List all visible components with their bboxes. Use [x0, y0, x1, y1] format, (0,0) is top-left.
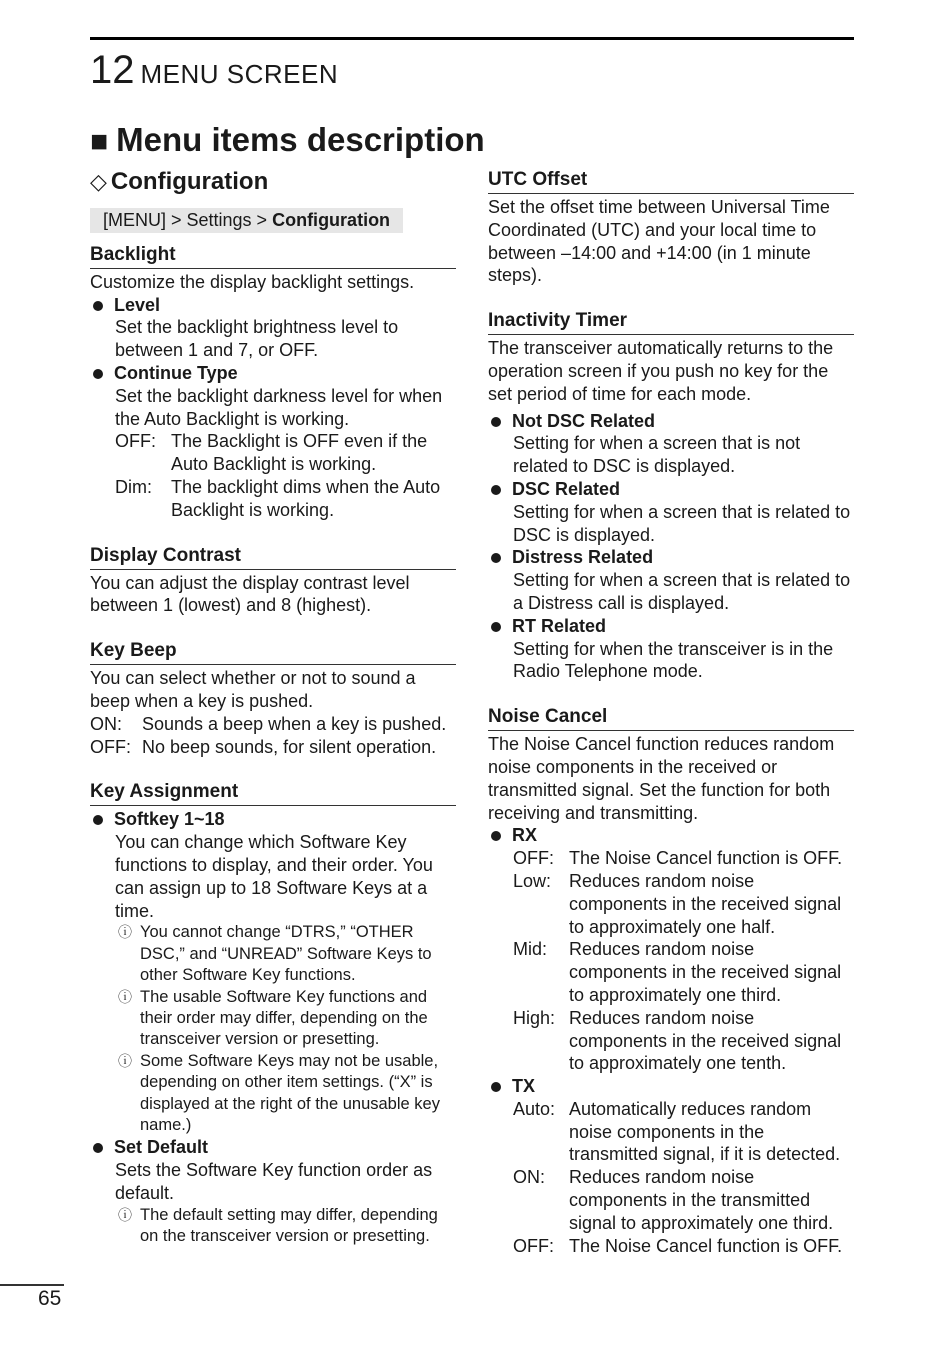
option-row	[513, 938, 854, 1006]
bullet-heading: Continue Type	[90, 362, 456, 385]
section-heading: Key Beep	[90, 639, 456, 665]
page-number: 65	[38, 1287, 62, 1310]
option-row	[513, 870, 854, 938]
option-row	[90, 713, 456, 736]
option-row	[513, 1098, 854, 1166]
breadcrumb-current: Configuration	[272, 210, 391, 230]
bullet-description: Set the backlight brightness level to between 1 and 7, or OFF.	[115, 317, 399, 361]
bullet-description: Setting for when a screen that is not related to DSC is displayed.	[513, 433, 801, 477]
section-heading: Backlight	[90, 243, 456, 269]
chapter-header	[90, 48, 338, 96]
section-heading: Display Contrast	[90, 544, 456, 570]
option-key: OFF:	[513, 848, 554, 869]
subsection-title-text: Configuration	[110, 168, 269, 195]
section-key-assignment	[90, 780, 456, 1247]
option-row	[90, 736, 456, 759]
option-key: Auto:	[513, 1098, 556, 1119]
option-value: The Noise Cancel function is OFF.	[569, 848, 843, 869]
option-value: Reduces random noise components in the received signal to approximately one half.	[569, 870, 842, 937]
diamond-icon: ◇	[90, 169, 107, 194]
info-icon: ⓘ	[118, 924, 132, 941]
left-column	[90, 166, 456, 1270]
section-description: The Noise Cancel function reduces random noise components in the received or transmitted signal. Set the function for both receiving and transmitting.	[488, 734, 835, 823]
bullet-body	[488, 1098, 854, 1258]
bullet-description: Setting for when a screen that is related to DSC is displayed.	[513, 501, 851, 545]
breadcrumb-path: [MENU] > Settings >	[103, 210, 273, 230]
option-value: Automatically reduces random noise components in the transmitted signal, if it is detected.	[569, 1098, 841, 1165]
bullet-body	[90, 831, 456, 1136]
option-row	[513, 1235, 854, 1258]
section-noise-cancel	[488, 705, 854, 1257]
option-value: No beep sounds, for silent operation.	[142, 736, 437, 757]
option-key: OFF:	[115, 431, 156, 452]
option-row	[513, 1166, 854, 1234]
header-rule	[90, 37, 854, 40]
chapter-number: 12	[90, 48, 135, 92]
section-heading: UTC Offset	[488, 168, 854, 194]
section-utc-offset	[488, 168, 854, 287]
bullet-heading: DSC Related	[488, 478, 854, 501]
section-description: The transceiver automatically returns to the operation screen if you push no key for the set period of time for each mode.	[488, 338, 834, 404]
info-icon: ⓘ	[118, 988, 132, 1005]
option-key: Low:	[513, 870, 552, 891]
section-description: Set the offset time between Universal Time Coordinated (UTC) and your local time to between –14:00 and +14:00 (in 1 minute steps).	[488, 197, 830, 286]
info-icon: ⓘ	[118, 1052, 132, 1069]
bullet-body	[90, 1159, 456, 1247]
bullet-description: Sets the Software Key function order as default.	[115, 1160, 433, 1203]
option-value: The Noise Cancel function is OFF.	[569, 1235, 843, 1256]
option-key: High:	[513, 1007, 556, 1028]
bullet-heading: RT Related	[488, 615, 854, 638]
option-value: Sounds a beep when a key is pushed.	[142, 713, 447, 734]
square-bullet-icon: ■	[90, 125, 109, 158]
page-title-text: Menu items description	[116, 121, 485, 158]
option-key: Dim:	[115, 476, 152, 497]
option-key: ON:	[513, 1167, 546, 1188]
bullet-heading: Softkey 1~18	[90, 808, 456, 831]
bullet-heading: Level	[90, 294, 456, 317]
bullet-description: Set the backlight darkness level for when the Auto Backlight is working.	[115, 385, 443, 429]
menu-breadcrumb	[90, 208, 403, 233]
chapter-name: MENU SCREEN	[140, 59, 339, 89]
option-row	[115, 476, 456, 522]
option-key: Mid:	[513, 939, 548, 960]
bullet-heading: TX	[488, 1075, 854, 1098]
note-text: Some Software Keys may not be usable, depending on other item settings. (“X” is displayed at the right of the unusable key name.)	[140, 1051, 440, 1134]
section-description: You can select whether or not to sound a beep when a key is pushed.	[90, 668, 416, 711]
option-value: Reduces random noise components in the transmitted signal to approximately one third.	[569, 1167, 834, 1233]
option-value: Reduces random noise components in the received signal to approximately one third.	[569, 939, 842, 1005]
bullet-heading: RX	[488, 824, 854, 847]
right-column	[488, 166, 854, 1279]
note-text: The default setting may differ, depending on the transceiver version or presetting.	[140, 1205, 438, 1246]
section-heading: Key Assignment	[90, 780, 456, 806]
bullet-body	[90, 385, 456, 522]
bullet-heading: Set Default	[90, 1136, 456, 1159]
note	[115, 1051, 456, 1137]
option-key: OFF:	[90, 736, 131, 757]
footer-rule	[0, 1284, 64, 1286]
section-inactivity-timer	[488, 309, 854, 683]
note-text: You cannot change “DTRS,” “OTHER DSC,” and “UNREAD” Software Keys to other Software Key functions.	[140, 923, 432, 985]
note	[115, 922, 456, 986]
option-key: ON:	[90, 713, 123, 734]
note-text: The usable Software Key functions and their order may differ, depending on the transceiver version or presetting.	[140, 987, 428, 1049]
bullet-description: Setting for when the transceiver is in the Radio Telephone mode.	[513, 638, 834, 682]
section-key-beep	[90, 639, 456, 758]
option-row	[513, 1007, 854, 1075]
option-value: The Backlight is OFF even if the Auto Backlight is working.	[171, 431, 428, 475]
section-heading: Inactivity Timer	[488, 309, 854, 335]
subsection-title	[90, 166, 456, 198]
bullet-description: You can change which Software Key functions to display, and their order. You can assign up to 18 Software Keys at a time.	[115, 832, 433, 921]
bullet-heading: Not DSC Related	[488, 410, 854, 433]
option-key: OFF:	[513, 1235, 554, 1256]
page-title	[90, 118, 485, 164]
bullet-description: Setting for when a screen that is related to a Distress call is displayed.	[513, 570, 851, 613]
note	[115, 1205, 456, 1248]
section-description: You can adjust the display contrast level between 1 (lowest) and 8 (highest).	[90, 572, 410, 616]
section-heading: Noise Cancel	[488, 705, 854, 731]
option-row	[115, 430, 456, 476]
note	[115, 987, 456, 1051]
option-value: Reduces random noise components in the received signal to approximately one tenth.	[569, 1007, 842, 1074]
info-icon: ⓘ	[118, 1206, 132, 1223]
option-value: The backlight dims when the Auto Backlight is working.	[171, 476, 441, 520]
section-description: Customize the display backlight settings.	[90, 271, 415, 292]
section-display-contrast	[90, 544, 456, 618]
option-row	[513, 847, 854, 870]
bullet-body	[488, 847, 854, 1075]
bullet-heading: Distress Related	[488, 546, 854, 569]
section-backlight	[90, 243, 456, 522]
